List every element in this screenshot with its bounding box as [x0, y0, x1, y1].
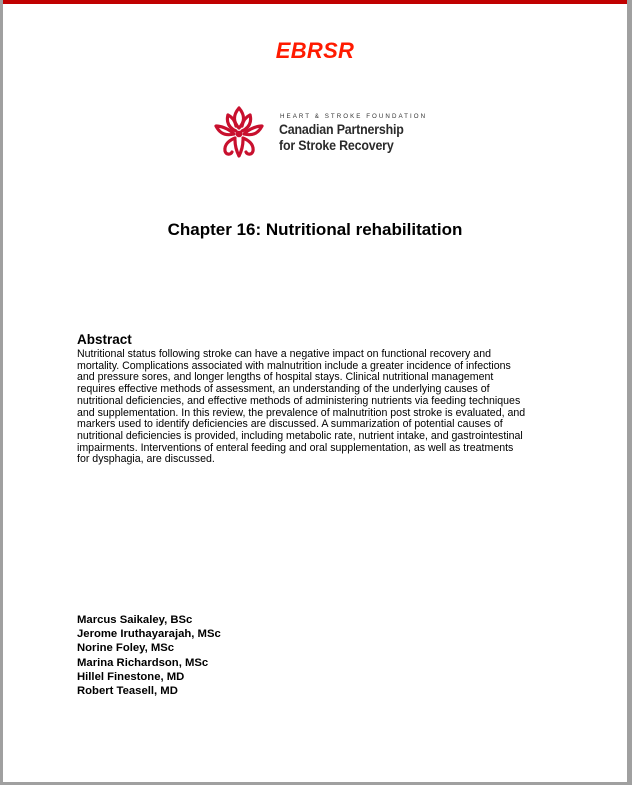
abstract-line: nutritional deficiencies is provided, including metabolic rate, nutrient intake, and gastrointestinal: [77, 429, 523, 442]
abstract-line: mortality. Complications associated with malnutrition include a greater incidence of infections: [77, 359, 511, 372]
author-list: [77, 613, 221, 698]
logo-foundation-text: HEART & STROKE FOUNDATION: [280, 113, 428, 120]
chapter-title: Chapter 16: Nutritional rehabilitation: [167, 220, 463, 239]
abstract-body: [77, 349, 557, 466]
author-name: Marcus Saikaley, BSc: [77, 614, 193, 626]
author-name: Marina Richardson, MSc: [77, 656, 209, 669]
header-bar: [3, 0, 627, 4]
logo-name-line2: for Stroke Recovery: [279, 138, 394, 153]
cpsr-logo: [208, 104, 428, 160]
document-page: [3, 0, 627, 782]
abstract-line: markers used to identify deficiencies are discussed. A summarization of potential causes of: [77, 418, 503, 431]
author-name: Norine Foley, MSc: [77, 642, 175, 655]
abstract-line: Nutritional status following stroke can have a negative impact on functional recovery and: [77, 348, 491, 360]
abstract-line: requires effective methods of assessment, an understanding of the underlying causes of: [77, 383, 490, 396]
abstract-line: and pressure sores, and longer lengths of hospital stays. Clinical nutritional management: [77, 371, 494, 384]
abstract-line: for dysphagia, are discussed.: [77, 453, 215, 466]
abstract-line: and supplementation. In this review, the prevalence of malnutrition post stroke is evaluated, and: [77, 406, 526, 419]
brand-title: EBRSR: [275, 38, 355, 63]
author-name: Jerome Iruthayarajah, MSc: [77, 628, 221, 641]
abstract-line: nutritional deficiencies, and effective methods of administering nutrients via feeding techniques: [77, 394, 521, 407]
abstract-line: impairments. Interventions of enteral feeding and oral supplementation, as well as treatments: [77, 441, 514, 454]
abstract-heading: Abstract: [77, 332, 132, 347]
author-name: Robert Teasell, MD: [77, 685, 178, 698]
logo-name-line1: Canadian Partnership: [279, 122, 404, 137]
author-name: Hillel Finestone, MD: [77, 670, 185, 683]
lotus-figure-icon: [208, 104, 270, 160]
